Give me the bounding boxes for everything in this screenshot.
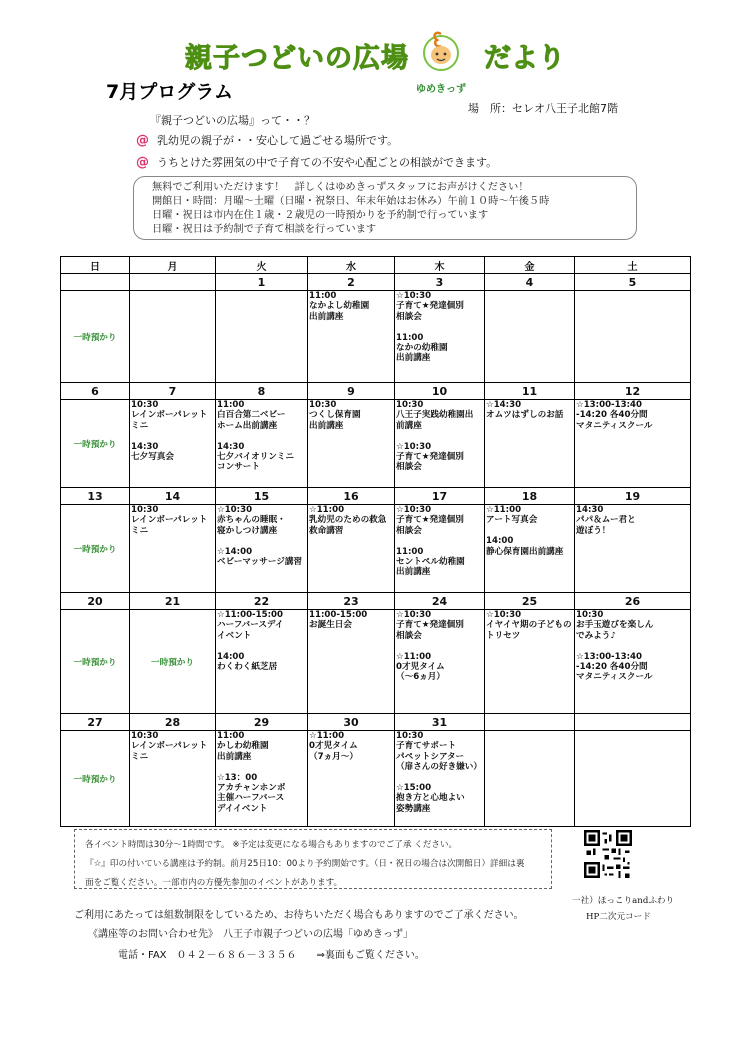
footer-notice: ご利用にあたっては組数制限をしているため、お待ちいただく場合もありますのでご了承ください。 [74, 910, 524, 921]
event-cell: ☆10:30 赤ちゃんの睡眠・ 寝かしつけ講座 ☆14:00 ベビーマッサージ講習 [216, 505, 308, 593]
event-cell: 11:00 なかよし幼稚園 出前講座 [308, 291, 395, 383]
page-title-suffix: だより [484, 43, 565, 74]
date-row [61, 488, 691, 505]
date-number [575, 714, 691, 731]
temp-childcare-cell: 一時預かり [130, 610, 216, 714]
event-cell: ☆10:30 子育て★発達個別 相談会 11:00 なかの幼稚園 出前講座 [395, 291, 485, 383]
info-box [133, 176, 637, 240]
date-number: 12 [575, 383, 691, 400]
event-cell [216, 291, 308, 383]
yumekids-logo-icon [418, 28, 464, 88]
program-heading: 7月プログラム [106, 81, 234, 103]
date-number: 8 [216, 383, 308, 400]
weekday-header: 日 [61, 257, 130, 274]
date-number: 14 [130, 488, 216, 505]
info-line: 日曜・祝日は市内在住１歳・２歳児の一時預かりを予約制で行っています [152, 210, 489, 221]
intro-bullet-text: 乳幼児の親子が・・安心して過ごせる場所です。 [157, 134, 399, 147]
date-number: 29 [216, 714, 308, 731]
date-number [485, 714, 575, 731]
date-number [130, 274, 216, 291]
event-cell: ☆11:00 0才児タイム （7ヵ月～） [308, 731, 395, 827]
qr-caption: HP二次元コード [586, 912, 651, 922]
calendar-table [60, 256, 691, 827]
temp-childcare-cell: 一時預かり [61, 400, 130, 488]
intro-question: 『親子つどいの広場』って・・？ [150, 114, 315, 127]
date-row [61, 274, 691, 291]
event-cell: ☆10:30 子育て★発達個別 相談会 ☆11:00 0才児タイム （～6ヵ月） [395, 610, 485, 714]
date-number: 2 [308, 274, 395, 291]
event-cell: ☆10:30 イヤイヤ期の子どもの トリセツ [485, 610, 575, 714]
date-number: 13 [61, 488, 130, 505]
date-number: 25 [485, 593, 575, 610]
notes-box [74, 829, 552, 889]
spiral-bullet-icon: @ [136, 132, 149, 148]
date-number: 26 [575, 593, 691, 610]
date-number: 17 [395, 488, 485, 505]
event-row [61, 610, 691, 714]
date-number: 6 [61, 383, 130, 400]
date-number: 10 [395, 383, 485, 400]
date-number: 27 [61, 714, 130, 731]
logo-text: ゆめきっず [416, 84, 466, 95]
intro-bullet [136, 154, 497, 170]
date-number: 1 [216, 274, 308, 291]
event-cell: ☆11:00 乳幼児のための救急 救命講習 [308, 505, 395, 593]
temp-childcare-cell: 一時預かり [61, 505, 130, 593]
weekday-header: 月 [130, 257, 216, 274]
event-cell [575, 731, 691, 827]
date-number: 18 [485, 488, 575, 505]
date-number: 23 [308, 593, 395, 610]
date-row [61, 593, 691, 610]
event-cell: ☆10:30 子育て★発達個別 相談会 11:00 セントペル幼稚園 出前講座 [395, 505, 485, 593]
date-number: 4 [485, 274, 575, 291]
note-line: 『☆』印の付いている講座は予約制。前月25日10：00より予約開始です。（日・祝日の場合は次開館日）詳細は裏 [85, 859, 525, 869]
temp-childcare-cell: 一時預かり [61, 610, 130, 714]
date-number: 22 [216, 593, 308, 610]
event-cell: 11:00 かしわ幼稚園 出前講座 ☆13：00 アカチャンホンポ 主催ハーフバース デイイベント [216, 731, 308, 827]
date-number: 11 [485, 383, 575, 400]
temp-childcare-cell: 一時預かり [61, 291, 130, 383]
info-line: 開館日・時間：月曜～土曜（日曜・祝祭日、年末年始はお休み）午前１０時～午後５時 [152, 196, 550, 207]
date-number: 9 [308, 383, 395, 400]
event-row [61, 731, 691, 827]
page-title: 親子つどいの広場 [185, 43, 409, 74]
date-number: 7 [130, 383, 216, 400]
note-line: 各イベント時間は30分～1時間です。 ※予定は変更になる場合もありますのでご了承 ください。 [85, 840, 458, 850]
date-number: 24 [395, 593, 485, 610]
event-cell: ☆14:30 オムツはずしのお話 [485, 400, 575, 488]
event-cell [130, 291, 216, 383]
info-line: 日曜・祝日は予約制で子育て相談を行っています [152, 224, 377, 235]
spiral-bullet-icon: @ [136, 154, 149, 170]
footer-contact: 《講座等のお問い合わせ先》 八王子市親子つどいの広場「ゆめきっず」 [88, 929, 413, 940]
date-row [61, 714, 691, 731]
date-number: 28 [130, 714, 216, 731]
date-number: 3 [395, 274, 485, 291]
note-line: 面をご覧ください。一部市内の方優先参加のイベントがあります。 [85, 878, 343, 888]
event-cell: 10:30 レインボーパレット ミニ 14:30 七夕写真会 [130, 400, 216, 488]
event-cell: 11:00-15:00 お誕生日会 [308, 610, 395, 714]
event-cell: 14:30 パパ＆ムー君と 遊ぼう！ [575, 505, 691, 593]
date-number: 21 [130, 593, 216, 610]
intro-bullet-text: うちとけた雰囲気の中で子育ての不安や心配ごとの相談ができます。 [157, 156, 498, 169]
event-row [61, 505, 691, 593]
date-number: 19 [575, 488, 691, 505]
weekday-header: 火 [216, 257, 308, 274]
date-number: 5 [575, 274, 691, 291]
qr-caption: 一社）ほっこりandふわり [572, 896, 675, 906]
weekday-header: 金 [485, 257, 575, 274]
weekday-header: 土 [575, 257, 691, 274]
event-cell [575, 291, 691, 383]
event-row [61, 400, 691, 488]
event-cell: 10:30 八王子実践幼稚園出 前講座 ☆10:30 子育て★発達個別 相談会 [395, 400, 485, 488]
weekday-header: 水 [308, 257, 395, 274]
event-cell [485, 731, 575, 827]
date-row [61, 383, 691, 400]
event-cell: ☆11:00 アート写真会 14:00 静心保育園出前講座 [485, 505, 575, 593]
event-cell: 10:30 お手玉遊びを楽しん でみよう♪ ☆13:00-13:40 -14:20 各40分間 マタニティスクール [575, 610, 691, 714]
info-line: 無料でご利用いただけます！ 詳しくはゆめきっずスタッフにお声がけください！ [152, 182, 529, 193]
intro-bullet [136, 132, 398, 148]
event-cell: 10:30 レインボーパレット ミニ [130, 505, 216, 593]
event-cell: 10:30 つくし保育園 出前講座 [308, 400, 395, 488]
temp-childcare-cell: 一時預かり [61, 731, 130, 827]
event-cell: ☆11:00-15:00 ハーフバースデイ イベント 14:00 わくわく紙芝居 [216, 610, 308, 714]
footer-phone: 電話・FAX ０４２－６８６－３３５６ ⇒裏面もご覧ください。 [118, 950, 425, 961]
date-number [61, 274, 130, 291]
date-number: 16 [308, 488, 395, 505]
event-cell [485, 291, 575, 383]
weekday-header-row [61, 257, 691, 274]
weekday-header: 木 [395, 257, 485, 274]
date-number: 31 [395, 714, 485, 731]
date-number: 15 [216, 488, 308, 505]
qr-code-icon[interactable] [584, 830, 632, 878]
event-cell: ☆13:00-13:40 -14:20 各40分間 マタニティスクール [575, 400, 691, 488]
event-cell: 10:30 子育てサポート パペットシアター （扉さんの好き嫌い） ☆15:00 抱き方と心地よい 姿勢講座 [395, 731, 485, 827]
date-number: 30 [308, 714, 395, 731]
event-cell: 10:30 レインボーパレット ミニ [130, 731, 216, 827]
event-row [61, 291, 691, 383]
event-cell: 11:00 白百合第二ベビー ホーム出前講座 14:30 七夕バイオリンミニ コンサート [216, 400, 308, 488]
date-number: 20 [61, 593, 130, 610]
location-text: 場 所：セレオ八王子北館7階 [468, 102, 618, 115]
